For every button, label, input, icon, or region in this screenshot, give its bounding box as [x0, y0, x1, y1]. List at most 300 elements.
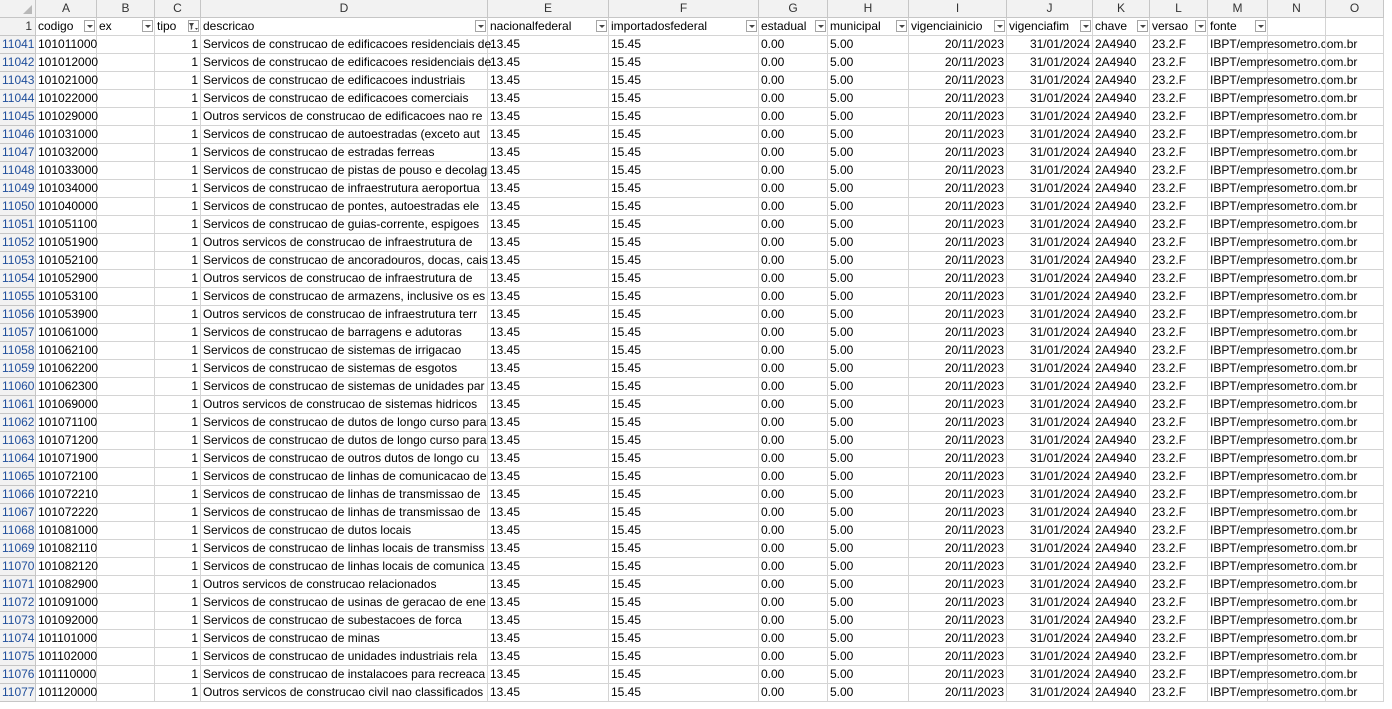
- cell-municipal[interactable]: 5.00: [828, 540, 909, 558]
- cell-versao[interactable]: 23.2.F: [1150, 558, 1208, 576]
- cell-chave[interactable]: 2A4940: [1093, 414, 1150, 432]
- cell-estadual[interactable]: 0.00: [759, 270, 828, 288]
- cell-importadosfederal[interactable]: 15.45: [609, 414, 759, 432]
- cell-nacionalfederal[interactable]: 13.45: [488, 684, 609, 702]
- cell-ex[interactable]: [97, 36, 155, 54]
- cell-ex[interactable]: [97, 324, 155, 342]
- cell-fonte[interactable]: IBPT/empresometro.com.br: [1208, 378, 1268, 396]
- cell-nacionalfederal[interactable]: 13.45: [488, 72, 609, 90]
- row-number[interactable]: 11050: [0, 198, 36, 216]
- cell-municipal[interactable]: 5.00: [828, 90, 909, 108]
- cell-estadual[interactable]: 0.00: [759, 666, 828, 684]
- cell-chave[interactable]: 2A4940: [1093, 522, 1150, 540]
- cell-empty[interactable]: [1326, 180, 1384, 198]
- cell-importadosfederal[interactable]: 15.45: [609, 558, 759, 576]
- cell-vigenciainicio[interactable]: 20/11/2023: [909, 252, 1007, 270]
- cell-empty[interactable]: [1326, 432, 1384, 450]
- cell-municipal[interactable]: 5.00: [828, 198, 909, 216]
- cell-fonte[interactable]: IBPT/empresometro.com.br: [1208, 36, 1268, 54]
- cell-vigenciainicio[interactable]: 20/11/2023: [909, 414, 1007, 432]
- cell-vigenciafim[interactable]: 31/01/2024: [1007, 648, 1093, 666]
- column-letter-f[interactable]: F: [609, 0, 759, 18]
- cell-ex[interactable]: [97, 72, 155, 90]
- table-row[interactable]: [0, 450, 1392, 468]
- row-number[interactable]: 1: [0, 18, 36, 36]
- cell-descricao[interactable]: Servicos de construcao de guias-corrente, espigoes: [201, 216, 488, 234]
- cell-empty[interactable]: [1268, 684, 1326, 702]
- cell-municipal[interactable]: 5.00: [828, 522, 909, 540]
- cell-fonte[interactable]: IBPT/empresometro.com.br: [1208, 72, 1268, 90]
- cell-codigo[interactable]: 101102000: [36, 648, 97, 666]
- cell-municipal[interactable]: 5.00: [828, 108, 909, 126]
- cell-municipal[interactable]: 5.00: [828, 450, 909, 468]
- cell-vigenciainicio[interactable]: 20/11/2023: [909, 432, 1007, 450]
- cell-versao[interactable]: 23.2.F: [1150, 54, 1208, 72]
- cell-empty[interactable]: [1268, 180, 1326, 198]
- cell-tipo[interactable]: 1: [155, 234, 201, 252]
- cell-versao[interactable]: 23.2.F: [1150, 450, 1208, 468]
- cell-descricao[interactable]: Outros servicos de construcao civil nao classificados: [201, 684, 488, 702]
- cell-importadosfederal[interactable]: 15.45: [609, 90, 759, 108]
- table-row[interactable]: [0, 414, 1392, 432]
- cell-descricao[interactable]: Servicos de construcao de barragens e adutoras: [201, 324, 488, 342]
- cell-codigo[interactable]: 101051100: [36, 216, 97, 234]
- cell-ex[interactable]: [97, 306, 155, 324]
- cell-estadual[interactable]: 0.00: [759, 180, 828, 198]
- cell-fonte[interactable]: IBPT/empresometro.com.br: [1208, 504, 1268, 522]
- cell-estadual[interactable]: 0.00: [759, 594, 828, 612]
- cell-codigo[interactable]: 101011000: [36, 36, 97, 54]
- cell-empty[interactable]: [1268, 630, 1326, 648]
- cell-estadual[interactable]: 0.00: [759, 54, 828, 72]
- cell-fonte[interactable]: IBPT/empresometro.com.br: [1208, 144, 1268, 162]
- cell-descricao[interactable]: Servicos de construcao de unidades industriais rela: [201, 648, 488, 666]
- cell-chave[interactable]: 2A4940: [1093, 360, 1150, 378]
- row-number[interactable]: 11057: [0, 324, 36, 342]
- cell-fonte[interactable]: IBPT/empresometro.com.br: [1208, 432, 1268, 450]
- row-number[interactable]: 11066: [0, 486, 36, 504]
- table-row[interactable]: [0, 324, 1392, 342]
- cell-vigenciainicio[interactable]: 20/11/2023: [909, 306, 1007, 324]
- cell-importadosfederal[interactable]: 15.45: [609, 54, 759, 72]
- row-number[interactable]: 11043: [0, 72, 36, 90]
- cell-codigo[interactable]: 101062200: [36, 360, 97, 378]
- cell-vigenciainicio[interactable]: 20/11/2023: [909, 504, 1007, 522]
- row-number[interactable]: 11046: [0, 126, 36, 144]
- cell-estadual[interactable]: 0.00: [759, 522, 828, 540]
- cell-vigenciafim[interactable]: 31/01/2024: [1007, 684, 1093, 702]
- row-number[interactable]: 11073: [0, 612, 36, 630]
- cell-ex[interactable]: [97, 180, 155, 198]
- cell-nacionalfederal[interactable]: 13.45: [488, 270, 609, 288]
- cell-vigenciainicio[interactable]: 20/11/2023: [909, 342, 1007, 360]
- cell-tipo[interactable]: 1: [155, 450, 201, 468]
- cell-ex[interactable]: [97, 342, 155, 360]
- cell-empty[interactable]: [1326, 612, 1384, 630]
- cell-nacionalfederal[interactable]: 13.45: [488, 594, 609, 612]
- cell-chave[interactable]: 2A4940: [1093, 324, 1150, 342]
- cell-nacionalfederal[interactable]: 13.45: [488, 558, 609, 576]
- table-row[interactable]: [0, 522, 1392, 540]
- cell-importadosfederal[interactable]: 15.45: [609, 342, 759, 360]
- cell-codigo[interactable]: 101120000: [36, 684, 97, 702]
- cell-descricao[interactable]: Servicos de construcao de subestacoes de forca: [201, 612, 488, 630]
- table-row[interactable]: [0, 396, 1392, 414]
- cell-codigo[interactable]: 101082900: [36, 576, 97, 594]
- cell-nacionalfederal[interactable]: 13.45: [488, 666, 609, 684]
- cell-descricao[interactable]: Servicos de construcao de pontes, autoestradas ele: [201, 198, 488, 216]
- cell-versao[interactable]: 23.2.F: [1150, 432, 1208, 450]
- cell-descricao[interactable]: Servicos de construcao de linhas de transmissao de: [201, 486, 488, 504]
- cell-vigenciafim[interactable]: 31/01/2024: [1007, 252, 1093, 270]
- cell-tipo[interactable]: 1: [155, 378, 201, 396]
- cell-tipo[interactable]: 1: [155, 540, 201, 558]
- cell-empty[interactable]: [1326, 126, 1384, 144]
- cell-municipal[interactable]: 5.00: [828, 630, 909, 648]
- cell-descricao[interactable]: Outros servicos de construcao de infraestrutura de: [201, 234, 488, 252]
- cell-versao[interactable]: 23.2.F: [1150, 540, 1208, 558]
- cell-nacionalfederal[interactable]: 13.45: [488, 126, 609, 144]
- table-row[interactable]: [0, 108, 1392, 126]
- cell-municipal[interactable]: 5.00: [828, 486, 909, 504]
- cell-nacionalfederal[interactable]: 13.45: [488, 90, 609, 108]
- cell-estadual[interactable]: 0.00: [759, 90, 828, 108]
- cell-chave[interactable]: 2A4940: [1093, 558, 1150, 576]
- cell-municipal[interactable]: 5.00: [828, 414, 909, 432]
- cell-vigenciafim[interactable]: 31/01/2024: [1007, 108, 1093, 126]
- cell-fonte[interactable]: IBPT/empresometro.com.br: [1208, 126, 1268, 144]
- cell-estadual[interactable]: 0.00: [759, 504, 828, 522]
- table-row[interactable]: [0, 54, 1392, 72]
- cell-empty[interactable]: [1268, 72, 1326, 90]
- cell-importadosfederal[interactable]: 15.45: [609, 270, 759, 288]
- cell-chave[interactable]: 2A4940: [1093, 666, 1150, 684]
- cell-descricao[interactable]: Servicos de construcao de linhas de comunicacao de: [201, 468, 488, 486]
- cell-vigenciainicio[interactable]: 20/11/2023: [909, 288, 1007, 306]
- cell-nacionalfederal[interactable]: 13.45: [488, 108, 609, 126]
- cell-importadosfederal[interactable]: 15.45: [609, 36, 759, 54]
- cell-empty[interactable]: [1268, 216, 1326, 234]
- cell-municipal[interactable]: 5.00: [828, 306, 909, 324]
- row-number[interactable]: 11063: [0, 432, 36, 450]
- cell-tipo[interactable]: 1: [155, 684, 201, 702]
- cell-vigenciainicio[interactable]: 20/11/2023: [909, 540, 1007, 558]
- cell-empty[interactable]: [1268, 162, 1326, 180]
- cell-vigenciafim[interactable]: 31/01/2024: [1007, 594, 1093, 612]
- cell-fonte[interactable]: IBPT/empresometro.com.br: [1208, 252, 1268, 270]
- table-row[interactable]: [0, 648, 1392, 666]
- cell-vigenciafim[interactable]: 31/01/2024: [1007, 306, 1093, 324]
- cell-estadual[interactable]: 0.00: [759, 234, 828, 252]
- cell-codigo[interactable]: 101012000: [36, 54, 97, 72]
- cell-estadual[interactable]: 0.00: [759, 198, 828, 216]
- cell-codigo[interactable]: 101071200: [36, 432, 97, 450]
- cell-ex[interactable]: [97, 234, 155, 252]
- cell-vigenciafim[interactable]: 31/01/2024: [1007, 378, 1093, 396]
- cell-municipal[interactable]: 5.00: [828, 468, 909, 486]
- cell-versao[interactable]: 23.2.F: [1150, 108, 1208, 126]
- cell-empty[interactable]: [1326, 36, 1384, 54]
- cell-estadual[interactable]: 0.00: [759, 450, 828, 468]
- cell-importadosfederal[interactable]: 15.45: [609, 162, 759, 180]
- cell-estadual[interactable]: 0.00: [759, 378, 828, 396]
- cell-ex[interactable]: [97, 576, 155, 594]
- cell-tipo[interactable]: 1: [155, 414, 201, 432]
- cell-chave[interactable]: 2A4940: [1093, 450, 1150, 468]
- cell-descricao[interactable]: Servicos de construcao de dutos de longo curso para: [201, 432, 488, 450]
- row-number[interactable]: 11047: [0, 144, 36, 162]
- cell-descricao[interactable]: Servicos de construcao de linhas locais de comunica: [201, 558, 488, 576]
- cell-empty[interactable]: [1326, 630, 1384, 648]
- cell-vigenciainicio[interactable]: 20/11/2023: [909, 72, 1007, 90]
- cell-empty[interactable]: [1326, 360, 1384, 378]
- cell-ex[interactable]: [97, 504, 155, 522]
- cell-vigenciainicio[interactable]: 20/11/2023: [909, 486, 1007, 504]
- cell-importadosfederal[interactable]: 15.45: [609, 216, 759, 234]
- cell-versao[interactable]: 23.2.F: [1150, 198, 1208, 216]
- cell-nacionalfederal[interactable]: 13.45: [488, 342, 609, 360]
- cell-nacionalfederal[interactable]: 13.45: [488, 216, 609, 234]
- cell-municipal[interactable]: 5.00: [828, 576, 909, 594]
- cell-empty[interactable]: [1326, 414, 1384, 432]
- row-number[interactable]: 11045: [0, 108, 36, 126]
- cell-empty[interactable]: [1268, 540, 1326, 558]
- cell-chave[interactable]: 2A4940: [1093, 486, 1150, 504]
- cell-importadosfederal[interactable]: 15.45: [609, 576, 759, 594]
- cell-vigenciafim[interactable]: 31/01/2024: [1007, 198, 1093, 216]
- cell-codigo[interactable]: 101072220: [36, 504, 97, 522]
- cell-chave[interactable]: 2A4940: [1093, 648, 1150, 666]
- cell-nacionalfederal[interactable]: 13.45: [488, 396, 609, 414]
- cell-codigo[interactable]: 101072100: [36, 468, 97, 486]
- cell-codigo[interactable]: 101062100: [36, 342, 97, 360]
- cell-ex[interactable]: [97, 288, 155, 306]
- row-number[interactable]: 11062: [0, 414, 36, 432]
- cell-empty[interactable]: [1326, 270, 1384, 288]
- cell-empty[interactable]: [1326, 540, 1384, 558]
- row-number[interactable]: 11060: [0, 378, 36, 396]
- cell-codigo[interactable]: 101091000: [36, 594, 97, 612]
- cell-chave[interactable]: 2A4940: [1093, 198, 1150, 216]
- cell-codigo[interactable]: 101032000: [36, 144, 97, 162]
- cell-ex[interactable]: [97, 432, 155, 450]
- row-number[interactable]: 11061: [0, 396, 36, 414]
- cell-empty[interactable]: [1268, 144, 1326, 162]
- cell-vigenciainicio[interactable]: 20/11/2023: [909, 594, 1007, 612]
- cell-empty[interactable]: [1326, 234, 1384, 252]
- cell-estadual[interactable]: 0.00: [759, 126, 828, 144]
- cell-vigenciafim[interactable]: 31/01/2024: [1007, 576, 1093, 594]
- cell-estadual[interactable]: 0.00: [759, 360, 828, 378]
- filter-dropdown-icon[interactable]: [1255, 20, 1266, 32]
- cell-tipo[interactable]: 1: [155, 342, 201, 360]
- cell-vigenciafim[interactable]: 31/01/2024: [1007, 432, 1093, 450]
- cell-vigenciafim[interactable]: 31/01/2024: [1007, 414, 1093, 432]
- cell-codigo[interactable]: 101082110: [36, 540, 97, 558]
- cell-versao[interactable]: 23.2.F: [1150, 288, 1208, 306]
- cell-vigenciainicio[interactable]: 20/11/2023: [909, 666, 1007, 684]
- cell-codigo[interactable]: 101071100: [36, 414, 97, 432]
- cell-estadual[interactable]: 0.00: [759, 630, 828, 648]
- cell-empty[interactable]: [1268, 108, 1326, 126]
- cell-versao[interactable]: 23.2.F: [1150, 486, 1208, 504]
- cell-chave[interactable]: 2A4940: [1093, 504, 1150, 522]
- cell-vigenciafim[interactable]: 31/01/2024: [1007, 72, 1093, 90]
- cell-municipal[interactable]: 5.00: [828, 594, 909, 612]
- cell-empty[interactable]: [1326, 162, 1384, 180]
- table-row[interactable]: [0, 468, 1392, 486]
- row-number[interactable]: 11064: [0, 450, 36, 468]
- cell-tipo[interactable]: 1: [155, 396, 201, 414]
- row-number[interactable]: 11044: [0, 90, 36, 108]
- table-row[interactable]: [0, 270, 1392, 288]
- cell-vigenciainicio[interactable]: 20/11/2023: [909, 450, 1007, 468]
- cell-empty[interactable]: [1326, 288, 1384, 306]
- cell-municipal[interactable]: 5.00: [828, 612, 909, 630]
- cell-fonte[interactable]: IBPT/empresometro.com.br: [1208, 270, 1268, 288]
- column-letter-d[interactable]: D: [201, 0, 488, 18]
- cell-empty[interactable]: [1268, 558, 1326, 576]
- cell-importadosfederal[interactable]: 15.45: [609, 306, 759, 324]
- cell-empty[interactable]: [1326, 306, 1384, 324]
- cell-vigenciafim[interactable]: 31/01/2024: [1007, 486, 1093, 504]
- cell-importadosfederal[interactable]: 15.45: [609, 540, 759, 558]
- cell-empty[interactable]: [1326, 576, 1384, 594]
- cell-codigo[interactable]: 101040000: [36, 198, 97, 216]
- cell-empty[interactable]: [1268, 252, 1326, 270]
- cell-chave[interactable]: 2A4940: [1093, 108, 1150, 126]
- table-row[interactable]: [0, 234, 1392, 252]
- cell-ex[interactable]: [97, 126, 155, 144]
- cell-empty[interactable]: [1268, 594, 1326, 612]
- cell-codigo[interactable]: 101061000: [36, 324, 97, 342]
- cell-nacionalfederal[interactable]: 13.45: [488, 450, 609, 468]
- cell-chave[interactable]: 2A4940: [1093, 234, 1150, 252]
- row-number[interactable]: 11049: [0, 180, 36, 198]
- cell-vigenciafim[interactable]: 31/01/2024: [1007, 144, 1093, 162]
- cell-tipo[interactable]: 1: [155, 630, 201, 648]
- cell-empty[interactable]: [1326, 216, 1384, 234]
- filter-dropdown-icon[interactable]: [815, 20, 826, 32]
- cell-fonte[interactable]: IBPT/empresometro.com.br: [1208, 468, 1268, 486]
- cell-importadosfederal[interactable]: 15.45: [609, 684, 759, 702]
- cell-estadual[interactable]: 0.00: [759, 324, 828, 342]
- cell-tipo[interactable]: 1: [155, 216, 201, 234]
- cell-nacionalfederal[interactable]: 13.45: [488, 234, 609, 252]
- cell-empty[interactable]: [1326, 90, 1384, 108]
- cell-empty[interactable]: [1326, 72, 1384, 90]
- cell-vigenciafim[interactable]: 31/01/2024: [1007, 162, 1093, 180]
- column-letter-j[interactable]: J: [1007, 0, 1093, 18]
- cell-empty[interactable]: [1326, 684, 1384, 702]
- cell-nacionalfederal[interactable]: 13.45: [488, 522, 609, 540]
- cell-versao[interactable]: 23.2.F: [1150, 360, 1208, 378]
- column-letter-e[interactable]: E: [488, 0, 609, 18]
- cell-empty[interactable]: [1326, 396, 1384, 414]
- cell-municipal[interactable]: 5.00: [828, 396, 909, 414]
- cell-fonte[interactable]: IBPT/empresometro.com.br: [1208, 558, 1268, 576]
- row-number[interactable]: 11058: [0, 342, 36, 360]
- cell-codigo[interactable]: 101101000: [36, 630, 97, 648]
- cell-estadual[interactable]: 0.00: [759, 288, 828, 306]
- cell-ex[interactable]: [97, 558, 155, 576]
- cell-nacionalfederal[interactable]: 13.45: [488, 360, 609, 378]
- cell-descricao[interactable]: Servicos de construcao de linhas de transmissao de: [201, 504, 488, 522]
- cell-codigo[interactable]: 101071900: [36, 450, 97, 468]
- cell-estadual[interactable]: 0.00: [759, 144, 828, 162]
- cell-nacionalfederal[interactable]: 13.45: [488, 306, 609, 324]
- cell-fonte[interactable]: IBPT/empresometro.com.br: [1208, 360, 1268, 378]
- table-row[interactable]: [0, 378, 1392, 396]
- cell-tipo[interactable]: 1: [155, 54, 201, 72]
- cell-descricao[interactable]: Servicos de construcao de autoestradas (exceto aut: [201, 126, 488, 144]
- cell-vigenciainicio[interactable]: 20/11/2023: [909, 198, 1007, 216]
- cell-nacionalfederal[interactable]: 13.45: [488, 378, 609, 396]
- cell-chave[interactable]: 2A4940: [1093, 180, 1150, 198]
- cell-municipal[interactable]: 5.00: [828, 432, 909, 450]
- table-row[interactable]: [0, 90, 1392, 108]
- cell-empty[interactable]: [1326, 324, 1384, 342]
- cell-descricao[interactable]: Servicos de construcao de outros dutos de longo cu: [201, 450, 488, 468]
- cell-tipo[interactable]: 1: [155, 306, 201, 324]
- filter-dropdown-icon[interactable]: [596, 20, 607, 32]
- cell-importadosfederal[interactable]: 15.45: [609, 504, 759, 522]
- cell-ex[interactable]: [97, 162, 155, 180]
- row-number[interactable]: 11070: [0, 558, 36, 576]
- cell-chave[interactable]: 2A4940: [1093, 684, 1150, 702]
- cell-fonte[interactable]: IBPT/empresometro.com.br: [1208, 162, 1268, 180]
- cell-codigo[interactable]: 101021000: [36, 72, 97, 90]
- cell-codigo[interactable]: 101052900: [36, 270, 97, 288]
- cell-tipo[interactable]: 1: [155, 360, 201, 378]
- row-number[interactable]: 11072: [0, 594, 36, 612]
- cell-nacionalfederal[interactable]: 13.45: [488, 198, 609, 216]
- cell-empty[interactable]: [1268, 450, 1326, 468]
- cell-vigenciainicio[interactable]: 20/11/2023: [909, 126, 1007, 144]
- cell-empty[interactable]: [1326, 558, 1384, 576]
- cell-fonte[interactable]: IBPT/empresometro.com.br: [1208, 414, 1268, 432]
- cell-nacionalfederal[interactable]: 13.45: [488, 630, 609, 648]
- cell-descricao[interactable]: Servicos de construcao de ancoradouros, docas, cais: [201, 252, 488, 270]
- cell-tipo[interactable]: 1: [155, 72, 201, 90]
- cell-descricao[interactable]: Servicos de construcao de sistemas de unidades par: [201, 378, 488, 396]
- cell-nacionalfederal[interactable]: 13.45: [488, 648, 609, 666]
- cell-descricao[interactable]: Servicos de construcao de usinas de geracao de ene: [201, 594, 488, 612]
- cell-empty[interactable]: [1326, 486, 1384, 504]
- cell-ex[interactable]: [97, 450, 155, 468]
- cell-chave[interactable]: 2A4940: [1093, 90, 1150, 108]
- table-row[interactable]: [0, 684, 1392, 702]
- cell-fonte[interactable]: IBPT/empresometro.com.br: [1208, 648, 1268, 666]
- cell-empty[interactable]: [1326, 108, 1384, 126]
- cell-versao[interactable]: 23.2.F: [1150, 648, 1208, 666]
- cell-chave[interactable]: 2A4940: [1093, 36, 1150, 54]
- cell-codigo[interactable]: 101051900: [36, 234, 97, 252]
- cell-vigenciafim[interactable]: 31/01/2024: [1007, 450, 1093, 468]
- cell-municipal[interactable]: 5.00: [828, 684, 909, 702]
- cell-importadosfederal[interactable]: 15.45: [609, 522, 759, 540]
- cell-fonte[interactable]: IBPT/empresometro.com.br: [1208, 180, 1268, 198]
- cell-vigenciafim[interactable]: 31/01/2024: [1007, 54, 1093, 72]
- cell-estadual[interactable]: 0.00: [759, 396, 828, 414]
- cell-tipo[interactable]: 1: [155, 558, 201, 576]
- cell-codigo[interactable]: 101053100: [36, 288, 97, 306]
- cell-versao[interactable]: 23.2.F: [1150, 306, 1208, 324]
- cell-codigo[interactable]: 101082120: [36, 558, 97, 576]
- cell-ex[interactable]: [97, 666, 155, 684]
- cell-ex[interactable]: [97, 216, 155, 234]
- cell-vigenciainicio[interactable]: 20/11/2023: [909, 612, 1007, 630]
